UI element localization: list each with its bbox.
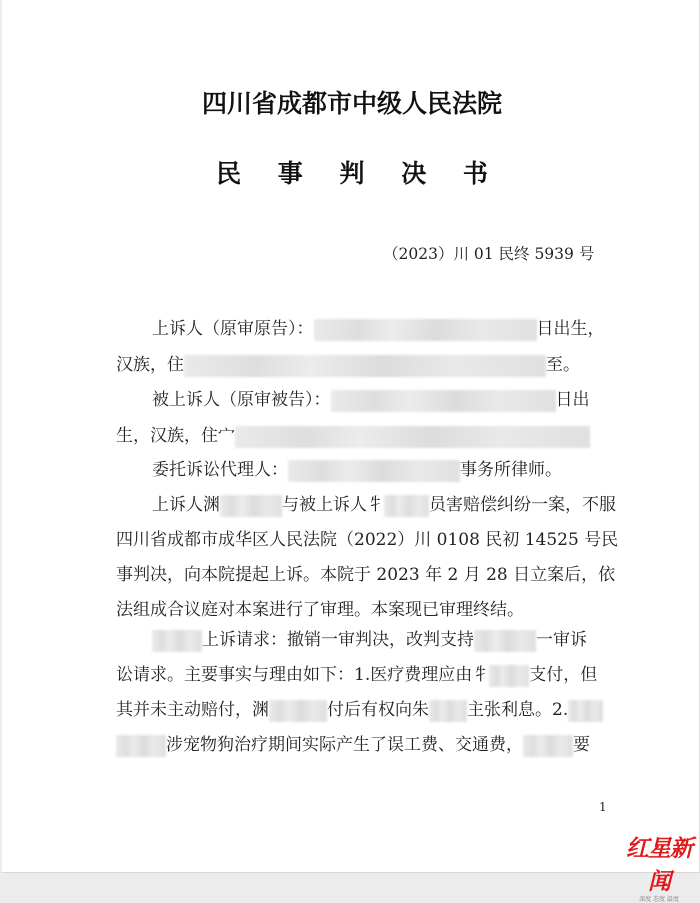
claim-line-3: [116, 698, 603, 722]
claim-line-2: [116, 663, 597, 687]
redacted-block: [523, 735, 573, 757]
claim-line-4: [116, 733, 590, 757]
court-name-heading: 四川省成都市中级人民法院: [201, 89, 502, 118]
claim-line-1: [152, 628, 587, 652]
redacted-block: [384, 495, 429, 517]
case-line-1: [152, 493, 616, 517]
text: 委托诉讼代理人：: [152, 460, 288, 480]
text: 上诉人渊: [152, 495, 220, 515]
redacted-block: [116, 735, 166, 757]
text: 主张利息。2.: [467, 700, 569, 720]
text: 其并未主动赔付，渊: [116, 700, 269, 720]
redacted-block: [474, 630, 536, 652]
text: 日出生，: [536, 319, 605, 339]
redacted-block: [220, 495, 282, 517]
text: 付后有权向朱: [327, 700, 429, 720]
text: 被上诉人（原审被告）：: [152, 390, 331, 410]
watermark-brand: 红星新闻: [626, 835, 692, 895]
appellant-line-2: [116, 353, 580, 377]
text: 事务所律师。: [460, 460, 562, 480]
redacted-block: [568, 700, 603, 722]
case-line-3: 事判决，向本院提起上诉。本院于 2023 年 2 月 28 日立案后，依: [116, 565, 616, 585]
text: 讼请求。主要事实与理由如下：1.医疗费理应由牜: [116, 665, 490, 685]
redacted-block: [489, 665, 529, 687]
document-type-heading: 民 事 判 决 书: [216, 159, 502, 188]
text: 日出: [555, 390, 590, 410]
text: 上诉人（原审原告）：: [152, 319, 314, 339]
case-line-2: 四川省成都市成华区人民法院（2022）川 0108 民初 14525 号民: [116, 530, 619, 550]
page-number: 1: [599, 800, 607, 814]
text: 涉宠物狗治疗期间实际产生了误工费、交通费，: [166, 735, 523, 755]
case-line-4: 法组成合议庭对本案进行了审理。本案现已审理终结。: [116, 600, 524, 620]
appellee-line-1: [152, 388, 590, 412]
redacted-block: [235, 426, 590, 448]
watermark-tagline: 深度 态度 温度: [639, 896, 679, 903]
document-page: [1, 0, 700, 903]
text: 汉族，住: [116, 355, 184, 375]
redacted-block: [429, 700, 467, 722]
text: 与被上诉人牜: [282, 495, 384, 515]
text: 一审诉: [536, 630, 587, 650]
appellee-line-2: [116, 424, 590, 448]
text: 员害赔偿纠纷一案，不服: [429, 495, 616, 515]
redacted-block: [331, 390, 556, 412]
text: 要: [573, 735, 590, 755]
text: 至。: [546, 355, 580, 375]
text: 支付，但: [529, 665, 598, 685]
case-number: （2023）川 01 民终 5939 号: [383, 245, 595, 263]
redacted-block: [152, 630, 202, 652]
text: 生，汉族，住宀: [116, 426, 235, 446]
appellant-line-1: [152, 317, 605, 341]
redacted-block: [184, 355, 546, 377]
redacted-block: [288, 460, 460, 482]
redacted-block: [269, 700, 327, 722]
watermark-logo: [616, 830, 700, 903]
redacted-block: [314, 319, 537, 341]
text: 上诉请求：撤销一审判决，改判支持: [202, 630, 474, 650]
agent-line: [152, 458, 562, 482]
